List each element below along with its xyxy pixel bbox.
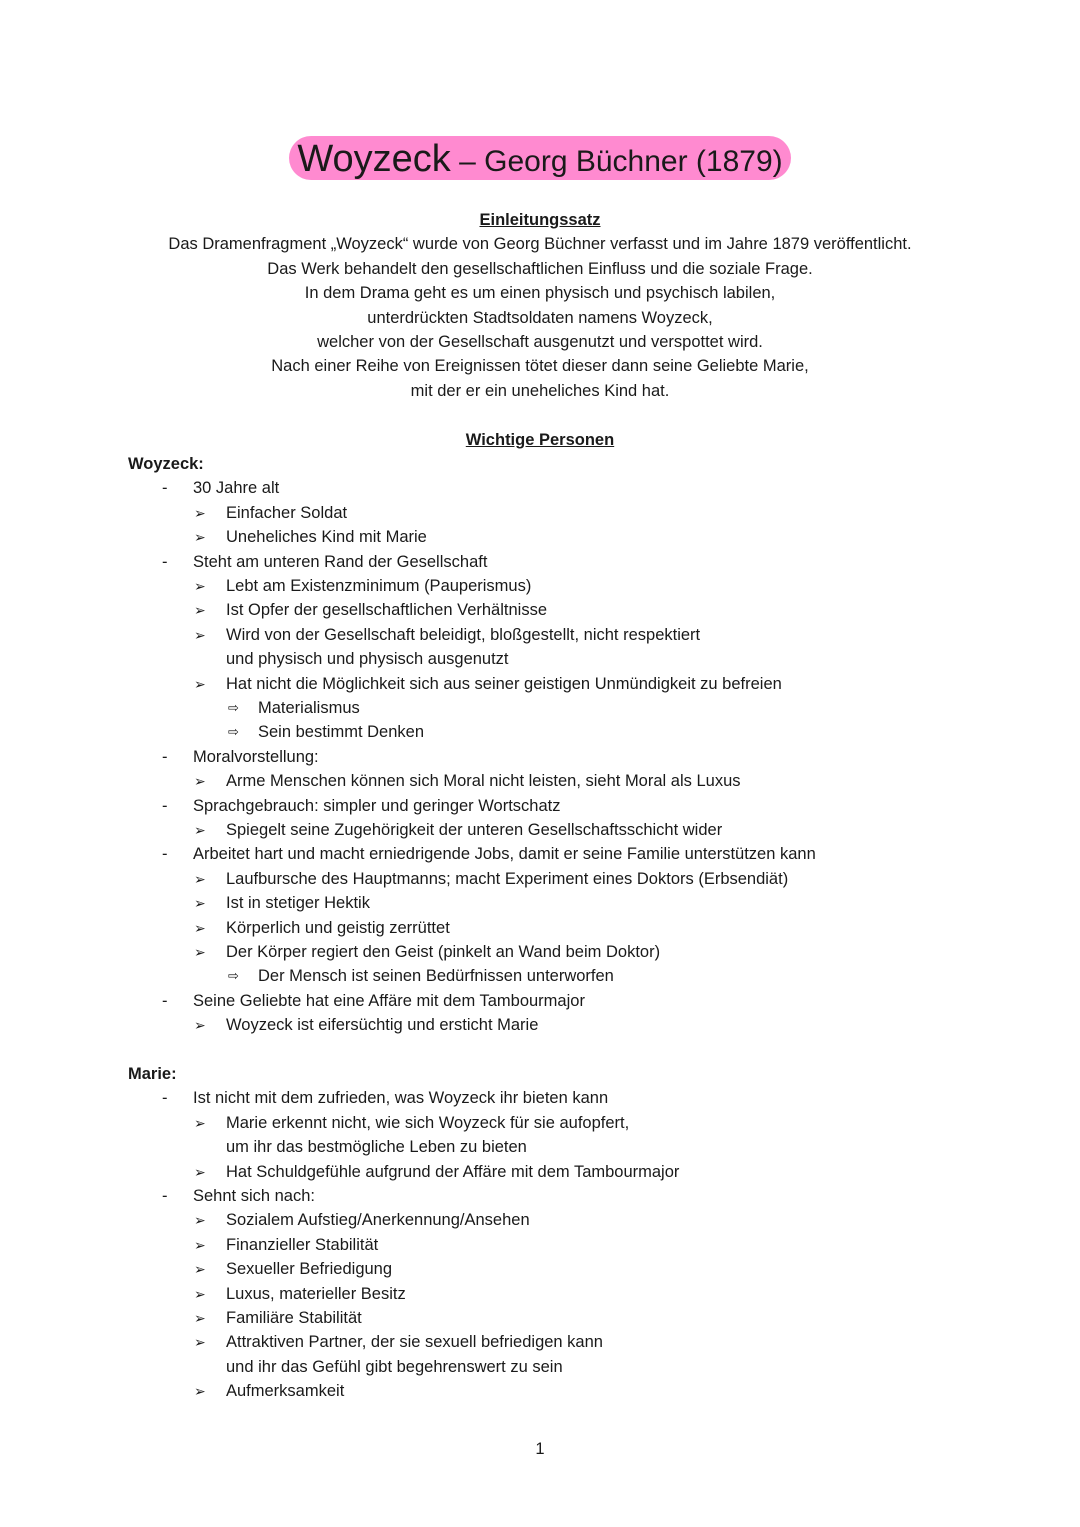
list-item-text: Sein bestimmt Denken: [258, 723, 424, 742]
sub-list-item: [0, 1282, 1080, 1306]
persons-heading: Wichtige Personen: [465, 431, 615, 449]
arrow-bullet-icon: ➢: [194, 1114, 206, 1131]
list-item-text: Sozialem Aufstieg/Anerkennung/Ansehen: [226, 1211, 530, 1230]
list-item-text: Finanzieller Stabilität: [226, 1235, 379, 1254]
implies-arrow-icon: ⇨: [228, 968, 239, 984]
list-item-text: Hat nicht die Möglichkeit sich aus seiner geistigen Unmündigkeit zu befreien: [226, 674, 782, 693]
arrow-bullet-icon: ➢: [194, 870, 206, 887]
list-item: [0, 794, 1080, 818]
sub-sub-list-item: [0, 696, 1080, 720]
arrow-bullet-icon: ➢: [194, 1310, 206, 1326]
arrow-bullet-icon: ➢: [194, 1285, 206, 1302]
list-item-text: Ist in stetiger Hektik: [226, 894, 370, 913]
list-item-text: Spiegelt seine Zugehörigkeit der unteren Gesellschaftsschicht wider: [226, 821, 723, 839]
arrow-bullet-icon: ➢: [194, 1261, 206, 1278]
intro-section: [0, 208, 1080, 403]
dash-bullet: -: [162, 747, 168, 766]
intro-line: Das Werk behandelt den gesellschaftlichen Einfluss und die soziale Frage.: [267, 259, 813, 278]
list-item-text: Körperlich und geistig zerrüttet: [226, 918, 450, 937]
list-item: [0, 1086, 1080, 1110]
dash-bullet: -: [162, 552, 168, 571]
sub-list-item: [0, 1111, 1080, 1135]
arrow-bullet-icon: ➢: [194, 944, 206, 960]
arrow-bullet-icon: ➢: [194, 1334, 206, 1351]
list-item-text: Laufbursche des Hauptmanns; macht Experiment eines Doktors (Erbsendiät): [226, 869, 789, 888]
document-title: [289, 136, 790, 180]
dash-bullet: -: [162, 845, 168, 864]
sub-list-item: [0, 940, 1080, 964]
list-item-text: Wird von der Gesellschaft beleidigt, bloßgestellt, nicht respektiert: [226, 625, 701, 644]
list-item-text: Aufmerksamkeit: [226, 1382, 345, 1401]
arrow-bullet-icon: ➢: [194, 1383, 206, 1400]
sub-sub-list-item: [0, 720, 1080, 744]
sub-list-item: [0, 501, 1080, 525]
sub-list-item: [0, 525, 1080, 549]
list-item-text: Steht am unteren Rand der Gesellschaft: [193, 552, 488, 571]
arrow-bullet-icon: ➢: [194, 1017, 206, 1034]
sub-list-item: [0, 1160, 1080, 1184]
sub-list-item: [0, 672, 1080, 696]
arrow-bullet-icon: ➢: [194, 529, 206, 546]
implies-arrow-icon: ⇨: [228, 700, 239, 715]
persons-heading-wrap: [0, 428, 1080, 452]
page-number: 1: [535, 1440, 545, 1458]
list-item-text: Der Mensch ist seinen Bedürfnissen unterworfen: [258, 967, 614, 986]
list-item-text: Ist Opfer der gesellschaftlichen Verhältnisse: [226, 601, 548, 620]
list-item-text: Hat Schuldgefühle aufgrund der Affäre mit dem Tambourmajor: [226, 1162, 680, 1181]
list-item-text: Einfacher Soldat: [226, 503, 348, 522]
list-item-text: und ihr das Gefühl gibt begehrenswert zu sein: [226, 1357, 563, 1376]
sub-sub-list-item: [0, 964, 1080, 988]
list-item: [0, 745, 1080, 769]
sub-list-item: [0, 769, 1080, 793]
list-item-text: Der Körper regiert den Geist (pinkelt an Wand beim Doktor): [226, 943, 661, 961]
dash-bullet: -: [162, 479, 168, 498]
list-item-text: Moralvorstellung:: [193, 747, 319, 766]
arrow-bullet-icon: ➢: [194, 1236, 206, 1253]
arrow-bullet-icon: ➢: [194, 773, 206, 790]
list-item-text: um ihr das bestmögliche Leben zu bieten: [226, 1138, 527, 1157]
sub-list-item: [0, 1257, 1080, 1281]
arrow-bullet-icon: ➢: [194, 675, 206, 692]
list-item: [0, 550, 1080, 574]
list-item-text: 30 Jahre alt: [193, 479, 280, 498]
arrow-bullet-icon: ➢: [194, 895, 206, 912]
arrow-bullet-icon: ➢: [194, 919, 206, 936]
list-item-text: Attraktiven Partner, der sie sexuell befriedigen kann: [226, 1333, 603, 1352]
person-heading: Marie:: [128, 1065, 177, 1083]
intro-line: In dem Drama geht es um einen physisch und psychisch labilen,: [304, 284, 776, 303]
sub-list-item: [0, 1330, 1080, 1354]
list-item-text: Sprachgebrauch: simpler und geringer Wortschatz: [193, 796, 561, 815]
list-item-text: Familiäre Stabilität: [226, 1309, 362, 1327]
arrow-bullet-icon: ➢: [194, 578, 206, 594]
list-item-continuation: [0, 647, 1080, 671]
dash-bullet: -: [162, 796, 168, 815]
list-item: [0, 1184, 1080, 1208]
list-item-text: Luxus, materieller Besitz: [226, 1284, 406, 1303]
list-item-text: Woyzeck ist eifersüchtig und ersticht Marie: [226, 1016, 539, 1035]
sub-list-item: [0, 598, 1080, 622]
list-item-text: Arbeitet hart und macht erniedrigende Jobs, damit er seine Familie unterstützen kann: [193, 845, 816, 864]
implies-arrow-icon: ⇨: [228, 724, 239, 740]
title-author-year: – Georg Büchner (1879): [450, 145, 783, 178]
sub-list-item: [0, 1379, 1080, 1403]
list-item-continuation: [0, 1355, 1080, 1379]
sub-list-item: [0, 1306, 1080, 1330]
arrow-bullet-icon: ➢: [194, 1212, 206, 1229]
sub-list-item: [0, 1208, 1080, 1232]
list-item-text: Sehnt sich nach:: [193, 1187, 315, 1205]
sub-list-item: [0, 1013, 1080, 1037]
arrow-bullet-icon: ➢: [194, 822, 206, 838]
intro-line: Das Dramenfragment „Woyzeck“ wurde von Georg Büchner verfasst und im Jahre 1879 veröffentlicht.: [168, 235, 912, 254]
person-heading: Woyzeck:: [128, 455, 204, 473]
intro-line: mit der er ein uneheliches Kind hat.: [410, 381, 670, 400]
list-item: [0, 989, 1080, 1013]
list-item: [0, 476, 1080, 500]
sub-list-item: [0, 1233, 1080, 1257]
dash-bullet: -: [162, 991, 168, 1010]
intro-heading: Einleitungssatz: [479, 211, 601, 229]
list-item-text: Sexueller Befriedigung: [226, 1260, 393, 1279]
sub-list-item: [0, 818, 1080, 842]
list-item-text: Materialismus: [258, 699, 360, 717]
sub-list-item: [0, 916, 1080, 940]
title-main: Woyzeck: [297, 138, 451, 180]
list-item-text: Ist nicht mit dem zufrieden, was Woyzeck ihr bieten kann: [193, 1089, 609, 1108]
arrow-bullet-icon: ➢: [194, 504, 206, 521]
list-item-text: Lebt am Existenzminimum (Pauperismus): [226, 577, 532, 595]
intro-line: unterdrückten Stadtsoldaten namens Woyzeck,: [367, 308, 713, 327]
dash-bullet: -: [162, 1089, 168, 1108]
arrow-bullet-icon: ➢: [194, 626, 206, 643]
list-item: [0, 842, 1080, 866]
title-wrap: [0, 136, 1080, 180]
list-item-text: Uneheliches Kind mit Marie: [226, 528, 427, 547]
sub-list-item: [0, 574, 1080, 598]
dash-bullet: -: [162, 1187, 168, 1205]
intro-line: welcher von der Gesellschaft ausgenutzt und verspottet wird.: [317, 332, 763, 351]
list-item-text: Marie erkennt nicht, wie sich Woyzeck für sie aufopfert,: [226, 1113, 630, 1132]
list-item-text: Seine Geliebte hat eine Affäre mit dem Tambourmajor: [193, 991, 585, 1010]
list-item-continuation: [0, 1135, 1080, 1159]
sub-list-item: [0, 891, 1080, 915]
list-item-text: und physisch und physisch ausgenutzt: [226, 650, 509, 669]
intro-line: Nach einer Reihe von Ereignissen tötet dieser dann seine Geliebte Marie,: [271, 357, 809, 376]
sub-list-item: [0, 623, 1080, 647]
arrow-bullet-icon: ➢: [194, 602, 206, 619]
sub-list-item: [0, 867, 1080, 891]
list-item-text: Arme Menschen können sich Moral nicht leisten, sieht Moral als Luxus: [226, 772, 741, 791]
arrow-bullet-icon: ➢: [194, 1163, 206, 1180]
